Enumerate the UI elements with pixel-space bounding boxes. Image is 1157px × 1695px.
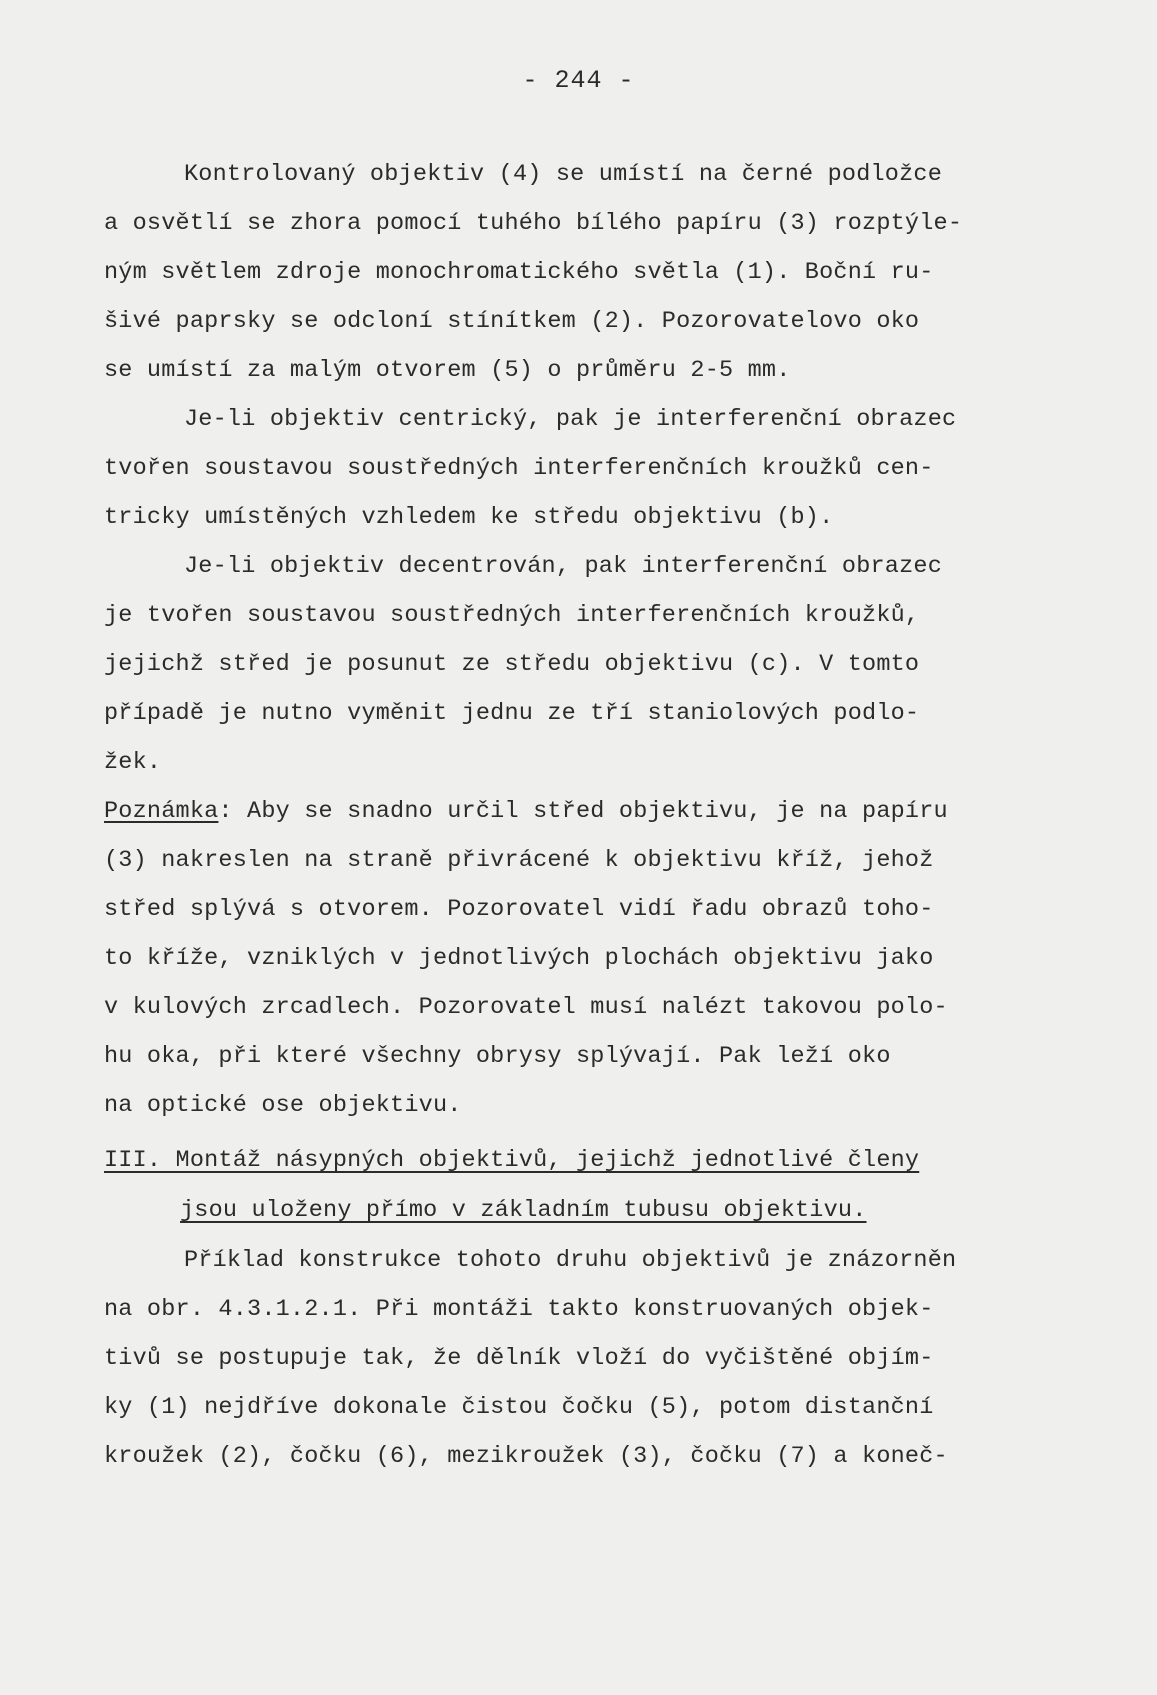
text-line: na optické ose objektivu.: [104, 1092, 462, 1119]
text-line: Příklad konstrukce tohoto druhu objektivů je znázorněn: [184, 1247, 957, 1274]
text-line: to kříže, vzniklých v jednotlivých plochách objektivu jako: [104, 945, 934, 972]
text-line: hu oka, při které všechny obrysy splývají. Pak leží oko: [104, 1043, 891, 1070]
text-line: je tvořen soustavou soustředných interferenčních kroužků,: [104, 602, 920, 629]
text-line: střed splývá s otvorem. Pozorovatel vidí řadu obrazů toho-: [104, 896, 934, 923]
text-line: jejichž střed je posunut ze středu objektivu (c). V tomto: [104, 651, 920, 678]
text-line: (3) nakreslen na straně přivrácené k objektivu kříž, jehož: [104, 847, 934, 874]
note-first-line-text: : Aby se snadno určil střed objektivu, je na papíru: [218, 798, 948, 825]
paragraph-4: [104, 1236, 1034, 1481]
page-number: - 244 -: [522, 66, 635, 95]
text-line: kroužek (2), čočku (6), mezikroužek (3), čočku (7) a koneč-: [104, 1443, 948, 1470]
text-line: na obr. 4.3.1.2.1. Při montáži takto konstruovaných objek-: [104, 1296, 934, 1323]
text-line: šivé paprsky se odcloní stínítkem (2). Pozorovatelovo oko: [104, 308, 920, 335]
paragraph-3: [104, 542, 1034, 787]
note-first-line: [104, 787, 1034, 836]
text-line: tivů se postupuje tak, že dělník vloží do vyčištěné objím-: [104, 1345, 934, 1372]
text-line: tvořen soustavou soustředných interferenčních kroužků cen-: [104, 455, 934, 482]
paragraph-1: [104, 150, 1034, 395]
text-line: Je-li objektiv decentrován, pak interferenční obrazec: [184, 553, 943, 580]
heading-line-1: III. Montáž násypných objektivů, jejichž jednotlivé členy: [104, 1147, 920, 1174]
heading-line: [104, 1186, 1034, 1236]
note-label: Poznámka: [104, 798, 219, 825]
text-line: ky (1) nejdříve dokonale čistou čočku (5), potom distanční: [104, 1394, 934, 1421]
text-line: v kulových zrcadlech. Pozorovatel musí nalézt takovou polo-: [104, 994, 948, 1021]
text-line: ným světlem zdroje monochromatického světla (1). Boční ru-: [104, 259, 934, 286]
heading-line-2: jsou uloženy přímo v základním tubusu objektivu.: [180, 1197, 867, 1224]
paragraph-2: [104, 395, 1034, 542]
text-line: a osvětlí se zhora pomocí tuhého bílého papíru (3) rozptýle-: [104, 210, 963, 237]
text-line: se umístí za malým otvorem (5) o průměru 2-5 mm.: [104, 357, 791, 384]
text-line: Je-li objektiv centrický, pak je interferenční obrazec: [184, 406, 957, 433]
text-line: tricky umístěných vzhledem ke středu objektivu (b).: [104, 504, 834, 531]
text-line: případě je nutno vyměnit jednu ze tří staniolových podlo-: [104, 700, 920, 727]
note-paragraph: [104, 787, 1034, 1130]
text-line: Kontrolovaný objektiv (4) se umístí na černé podložce: [184, 161, 943, 188]
text-line: žek.: [104, 749, 162, 776]
section-heading: [104, 1136, 1034, 1236]
body-text: [104, 150, 1034, 1481]
heading-line: [104, 1136, 1034, 1186]
